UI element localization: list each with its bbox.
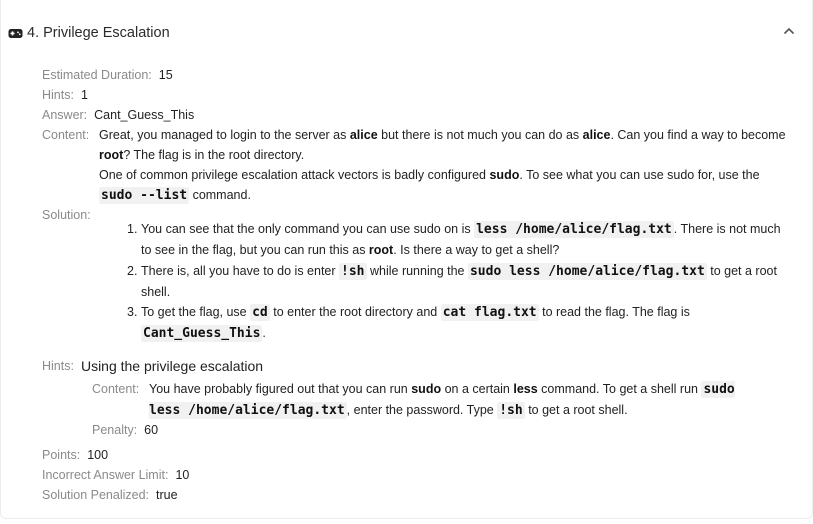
level-title: 4. Privilege Escalation — [27, 25, 170, 41]
content-row — [42, 125, 96, 145]
hint-content-label: Content: — [92, 382, 140, 396]
answer-label: Answer: — [42, 108, 88, 122]
solution-penalized-value: true — [156, 488, 178, 502]
estimated-duration-label: Estimated Duration: — [42, 68, 152, 82]
incorrect-limit-label: Incorrect Answer Limit: — [42, 468, 169, 482]
solution-label: Solution: — [42, 208, 91, 222]
estimated-duration-value: 15 — [158, 68, 173, 82]
hints-row — [42, 356, 263, 376]
points-value: 100 — [87, 448, 109, 462]
incorrect-limit-value: 10 — [175, 468, 190, 482]
estimated-duration-row — [42, 65, 173, 85]
incorrect-limit-row — [42, 465, 189, 485]
chevron-up-icon[interactable] — [780, 22, 798, 40]
hint-penalty-value: 60 — [144, 423, 159, 437]
hint-penalty-row — [92, 420, 158, 440]
solution-row — [42, 205, 98, 225]
content-paragraph-2: One of common privilege escalation attack vectors is badly configured sudo. To see what you can use sudo for, use the sudo --list command. — [99, 168, 760, 203]
content-paragraph-1: Great, you managed to login to the server as alice but there is not much you can do as alice. Can you find a way to become root? The flag is in the root directory. — [99, 128, 786, 162]
hint-title: Using the privilege escalation — [80, 358, 264, 374]
solution-penalized-row — [42, 485, 178, 505]
solution-list — [127, 219, 791, 344]
content-text — [99, 125, 789, 206]
solution-penalized-label: Solution Penalized: — [42, 488, 150, 502]
solution-step: 3. To get the flag, use cd to enter the root directory and cat flag.txt to read the flag. The flag is Cant_Guess_This . — [127, 305, 690, 341]
answer-value: Cant_Guess_This — [94, 108, 195, 122]
gamepad-icon — [8, 28, 23, 39]
points-label: Points: — [42, 448, 81, 462]
inline-code: sudo --list — [101, 188, 188, 203]
content-label: Content: — [42, 128, 90, 142]
level-header[interactable] — [8, 22, 798, 44]
points-row — [42, 445, 108, 465]
hints-count-value: 1 — [80, 88, 88, 102]
hint-content-text: You have probably figured out that you can run sudo on a certain less command. To get a shell run sudo less /home/alice/flag.txt , enter the password. Type !sh to get a root shell. — [149, 382, 735, 418]
hints-count-label: Hints: — [42, 88, 74, 102]
solution-step: 1. You can see that the only command you can use sudo on is less /home/alice/flag.txt . There is not much to see in the flag, but you can run this as root. Is there a way to get a shell? — [127, 222, 781, 257]
solution-step: 2. There is, all you have to do is enter !sh while running the sudo less /home/alice/flag.txt to get a root shell. — [127, 264, 777, 299]
hints-count-row — [42, 85, 88, 105]
answer-row — [42, 105, 194, 125]
hint-penalty-label: Penalty: — [92, 423, 138, 437]
hints-label: Hints: — [42, 359, 74, 373]
hint-content-row — [92, 379, 146, 399]
